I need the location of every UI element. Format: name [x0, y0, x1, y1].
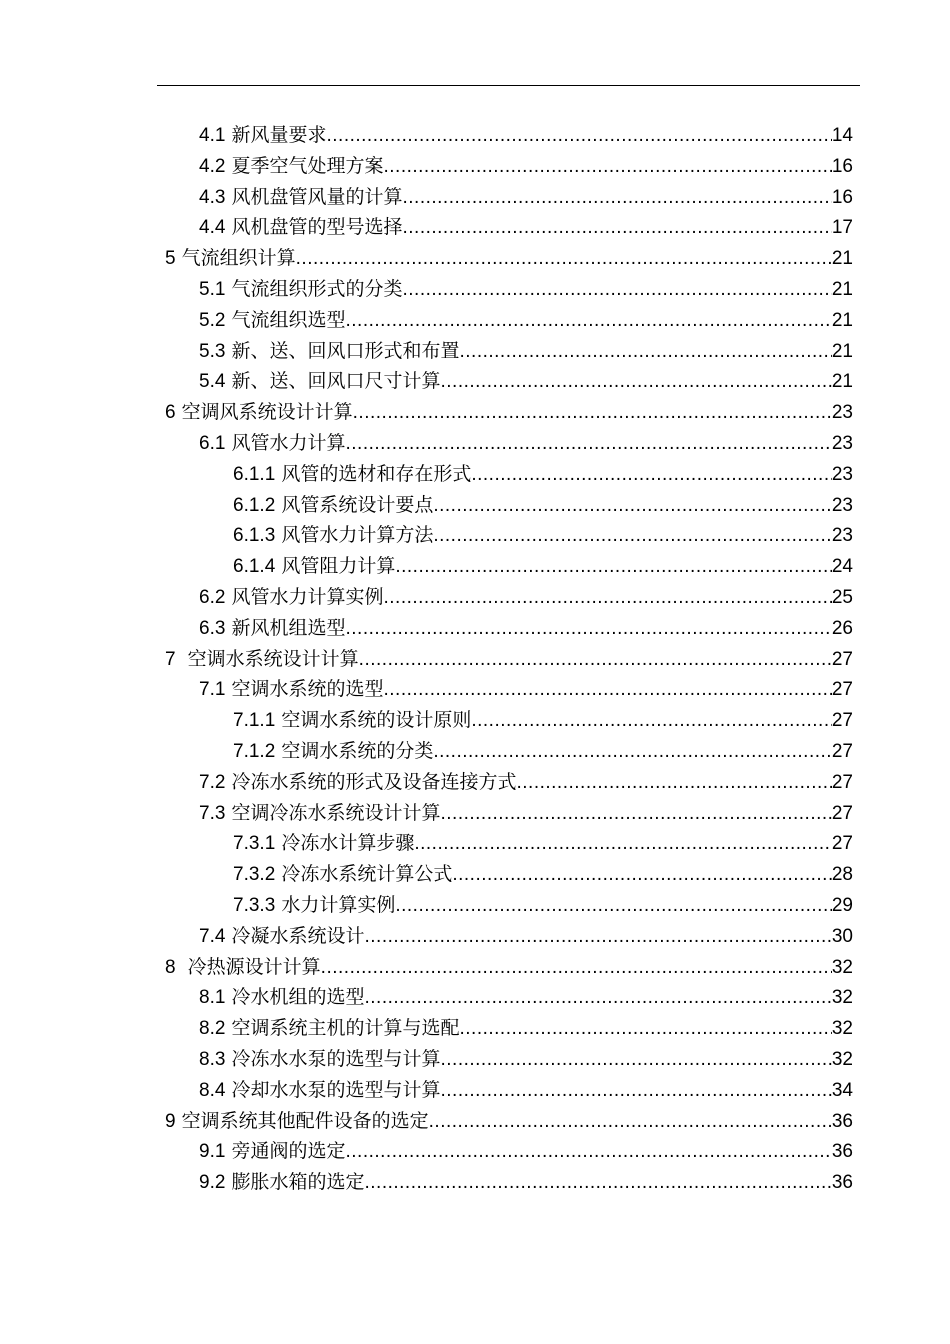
toc-entry-title [199, 366, 440, 398]
toc-entry[interactable] [0, 1044, 950, 1075]
toc-leader-dots [459, 1014, 831, 1045]
toc-leader-dots [433, 521, 832, 552]
toc-entry-number: 8.3 [199, 1048, 226, 1070]
toc-leader-dots [402, 275, 831, 306]
toc-entry-page: 36 [831, 1172, 853, 1194]
toc-entry-title [165, 243, 296, 275]
toc-entry-title [199, 428, 345, 460]
toc-entry-text: 气流组织选型 [231, 308, 346, 331]
toc-entry[interactable] [0, 182, 950, 213]
toc-entry[interactable] [0, 305, 950, 336]
toc-entry-title [165, 397, 353, 429]
toc-entry[interactable] [0, 582, 950, 613]
toc-entry-title [165, 644, 359, 676]
toc-entry-page: 21 [831, 371, 853, 393]
toc-leader-dots [402, 183, 831, 214]
toc-entry-number: 6.2 [199, 586, 226, 608]
toc-entry-text: 旁通阀的选定 [231, 1140, 346, 1163]
toc-leader-dots [395, 891, 832, 922]
toc-entry-page: 23 [831, 402, 853, 424]
toc-entry-page: 27 [831, 833, 853, 855]
toc-entry[interactable] [0, 151, 950, 182]
toc-entry-number: 6.1.4 [233, 556, 276, 578]
toc-entry-text: 冷却水水泵的选型与计算 [231, 1078, 441, 1101]
toc-entry-text: 风管阻力计算 [281, 555, 396, 578]
toc-leader-dots [395, 552, 832, 583]
toc-entry[interactable] [0, 243, 950, 274]
toc-entry[interactable] [0, 428, 950, 459]
toc-entry-number: 6.1.1 [233, 463, 276, 485]
toc-entry-text: 冷冻水水泵的选型与计算 [231, 1047, 441, 1070]
toc-entry-number: 5.3 [199, 340, 226, 362]
toc-entry-number: 7.1.1 [233, 710, 276, 732]
toc-leader-dots [326, 121, 831, 152]
toc-entry-title [199, 305, 345, 337]
toc-entry-text: 膨胀水箱的选定 [231, 1171, 365, 1194]
toc-entry-page: 27 [831, 771, 853, 793]
toc-entry[interactable] [0, 120, 950, 151]
toc-entry-number: 9.1 [199, 1141, 226, 1163]
toc-entry-text: 冷冻水系统的形式及设备连接方式 [231, 770, 517, 793]
toc-entry-page: 23 [831, 463, 853, 485]
toc-entry-text: 风管水力计算 [231, 431, 346, 454]
toc-leader-dots [433, 491, 832, 522]
toc-entry-page: 28 [831, 864, 853, 886]
toc-leader-dots [364, 1168, 831, 1199]
toc-entry-number: 6.3 [199, 617, 226, 639]
toc-leader-dots [433, 737, 832, 768]
toc-entry-title [199, 674, 383, 706]
table-of-contents [0, 120, 950, 1198]
toc-entry-number: 7.3.3 [233, 894, 276, 916]
toc-entry-text: 夏季空气处理方案 [231, 154, 384, 177]
toc-entry-number: 6.1 [199, 432, 226, 454]
toc-entry-number: 7 [165, 648, 176, 670]
toc-entry[interactable] [0, 613, 950, 644]
toc-entry-page: 23 [831, 494, 853, 516]
toc-entry[interactable] [0, 1013, 950, 1044]
toc-entry-title [199, 613, 345, 645]
toc-entry-title [199, 151, 383, 183]
toc-entry[interactable] [0, 459, 950, 490]
toc-entry-page: 17 [831, 217, 853, 239]
toc-leader-dots [459, 337, 831, 368]
toc-entry-page: 21 [831, 248, 853, 270]
toc-entry-title [165, 952, 321, 984]
toc-entry-text: 空调水系统的设计原则 [281, 709, 472, 732]
toc-leader-dots [364, 983, 831, 1014]
toc-entry[interactable] [0, 490, 950, 521]
toc-entry-number: 4.2 [199, 155, 226, 177]
toc-entry-text: 水力计算实例 [281, 893, 396, 916]
toc-entry-number: 8 [165, 956, 176, 978]
toc-entry-title [199, 798, 440, 830]
toc-entry-title [199, 336, 459, 368]
toc-leader-dots [471, 706, 832, 737]
toc-entry-title [199, 212, 402, 244]
toc-entry-page: 24 [831, 556, 853, 578]
toc-leader-dots [516, 768, 831, 799]
toc-entry[interactable] [0, 767, 950, 798]
toc-entry-title [233, 859, 452, 891]
toc-entry-text: 新风量要求 [231, 124, 327, 146]
toc-entry-number: 5.4 [199, 371, 226, 393]
toc-entry-number: 4.4 [199, 217, 226, 239]
toc-entry[interactable] [0, 705, 950, 736]
toc-leader-dots [345, 614, 831, 645]
toc-entry-title [199, 1044, 440, 1076]
toc-entry[interactable] [0, 890, 950, 921]
toc-entry-text: 冷凝水系统设计 [231, 924, 365, 947]
toc-entry-page: 21 [831, 340, 853, 362]
toc-entry-page: 23 [831, 432, 853, 454]
toc-entry-title [199, 1075, 440, 1107]
toc-entry-page: 27 [831, 710, 853, 732]
toc-leader-dots [440, 367, 831, 398]
toc-leader-dots [383, 583, 831, 614]
toc-entry-number: 4.3 [199, 186, 226, 208]
toc-entry-page: 32 [831, 956, 853, 978]
toc-entry-number: 7.3 [199, 802, 226, 824]
toc-entry-number: 9 [165, 1110, 176, 1132]
toc-entry-title [233, 736, 433, 768]
toc-entry-page: 32 [831, 1048, 853, 1070]
toc-entry-page: 30 [831, 925, 853, 947]
toc-entry-title [199, 120, 326, 152]
toc-entry-title [199, 582, 383, 614]
toc-entry[interactable] [0, 828, 950, 859]
toc-entry-text: 空调水系统的分类 [281, 739, 434, 762]
toc-leader-dots [353, 398, 832, 429]
toc-entry-text: 风管的选材和存在形式 [281, 462, 472, 485]
toc-entry-number: 6.1.2 [233, 494, 276, 516]
toc-entry-text: 空调水系统设计计算 [181, 647, 359, 670]
toc-entry-number: 5.2 [199, 309, 226, 331]
toc-entry-page: 21 [831, 309, 853, 331]
toc-entry[interactable] [0, 982, 950, 1013]
toc-entry-text: 新风机组选型 [231, 616, 346, 639]
toc-entry-number: 7.2 [199, 771, 226, 793]
toc-leader-dots [296, 244, 832, 275]
toc-entry-page: 32 [831, 1018, 853, 1040]
toc-entry-page: 29 [831, 894, 853, 916]
toc-entry[interactable] [0, 336, 950, 367]
toc-leader-dots [359, 645, 832, 676]
toc-leader-dots [452, 860, 832, 891]
toc-entry-text: 风管水力计算方法 [281, 524, 434, 547]
toc-entry[interactable] [0, 366, 950, 397]
toc-entry-text: 空调冷冻水系统设计计算 [231, 801, 441, 824]
toc-leader-dots [364, 922, 831, 953]
toc-entry-text: 空调风系统设计计算 [181, 401, 353, 424]
toc-entry[interactable] [0, 1075, 950, 1106]
toc-entry-title [199, 982, 364, 1014]
toc-entry-title [199, 1136, 345, 1168]
toc-entry-text: 冷热源设计计算 [181, 955, 321, 978]
toc-entry-number: 7.3.2 [233, 864, 276, 886]
toc-entry[interactable] [0, 798, 950, 829]
toc-leader-dots [471, 460, 832, 491]
toc-entry-page: 36 [831, 1110, 853, 1132]
toc-leader-dots [429, 1107, 832, 1138]
toc-entry-page: 34 [831, 1079, 853, 1101]
toc-entry-title [233, 551, 395, 583]
toc-entry[interactable] [0, 1136, 950, 1167]
toc-entry-text: 气流组织形式的分类 [231, 277, 403, 300]
toc-entry-number: 9.2 [199, 1172, 226, 1194]
toc-entry-title [233, 890, 395, 922]
toc-entry-page: 21 [831, 278, 853, 300]
toc-entry-page: 25 [831, 586, 853, 608]
toc-entry-title [199, 1013, 459, 1045]
toc-entry[interactable] [0, 520, 950, 551]
toc-leader-dots [345, 306, 831, 337]
toc-entry-title [199, 1167, 364, 1199]
toc-entry-number: 6.1.3 [233, 525, 276, 547]
toc-entry-page: 16 [831, 155, 853, 177]
toc-entry-title [233, 490, 433, 522]
toc-leader-dots [383, 675, 831, 706]
toc-entry[interactable] [0, 952, 950, 983]
toc-leader-dots [440, 1076, 831, 1107]
toc-leader-dots [345, 1137, 831, 1168]
toc-entry-number: 6 [165, 402, 176, 424]
toc-entry[interactable] [0, 644, 950, 675]
toc-entry-page: 27 [831, 802, 853, 824]
toc-entry-number: 7.3.1 [233, 833, 276, 855]
toc-entry-title [199, 921, 364, 953]
toc-leader-dots [414, 829, 832, 860]
toc-entry-title [233, 705, 471, 737]
toc-entry[interactable] [0, 212, 950, 243]
toc-entry-text: 冷冻水计算步骤 [281, 832, 415, 855]
toc-entry-text: 风机盘管的型号选择 [231, 216, 403, 239]
toc-entry-text: 风管系统设计要点 [281, 493, 434, 516]
toc-leader-dots [345, 429, 831, 460]
toc-leader-dots [440, 799, 831, 830]
toc-entry[interactable] [0, 859, 950, 890]
toc-entry[interactable] [0, 274, 950, 305]
toc-entry-text: 气流组织计算 [181, 247, 296, 270]
toc-entry-page: 27 [831, 679, 853, 701]
toc-leader-dots [383, 152, 831, 183]
toc-entry[interactable] [0, 551, 950, 582]
toc-entry[interactable] [0, 397, 950, 428]
toc-entry-page: 27 [831, 648, 853, 670]
toc-entry-page: 27 [831, 740, 853, 762]
toc-entry-number: 7.4 [199, 925, 226, 947]
toc-entry-text: 风管水力计算实例 [231, 585, 384, 608]
toc-entry[interactable] [0, 674, 950, 705]
toc-entry-text: 风机盘管风量的计算 [231, 185, 403, 208]
toc-entry-text: 空调系统其他配件设备的选定 [181, 1109, 429, 1132]
toc-entry-text: 新、送、回风口尺寸计算 [231, 370, 441, 393]
toc-entry-title [233, 828, 414, 860]
toc-entry-text: 空调系统主机的计算与选配 [231, 1017, 460, 1040]
toc-entry-number: 8.4 [199, 1079, 226, 1101]
toc-entry-text: 冷冻水系统计算公式 [281, 863, 453, 886]
toc-entry-title [199, 767, 516, 799]
toc-entry-title [199, 274, 402, 306]
toc-entry-page: 32 [831, 987, 853, 1009]
toc-entry-title [199, 182, 402, 214]
toc-entry-title [233, 459, 471, 491]
toc-entry[interactable] [0, 1106, 950, 1137]
toc-entry-page: 36 [831, 1141, 853, 1163]
toc-entry-text: 空调水系统的选型 [231, 678, 384, 701]
toc-entry-number: 8.2 [199, 1018, 226, 1040]
toc-entry-text: 新、送、回风口形式和布置 [231, 339, 460, 362]
toc-entry-number: 5 [165, 248, 176, 270]
toc-entry-page: 16 [831, 186, 853, 208]
toc-entry-number: 5.1 [199, 278, 226, 300]
toc-leader-dots [402, 213, 831, 244]
toc-entry-number: 8.1 [199, 987, 226, 1009]
toc-leader-dots [321, 953, 832, 984]
toc-entry-page: 14 [831, 125, 853, 146]
toc-entry-number: 4.1 [199, 125, 226, 146]
toc-entry-number: 7.1 [199, 679, 226, 701]
toc-entry[interactable] [0, 1167, 950, 1198]
toc-leader-dots [440, 1045, 831, 1076]
toc-entry[interactable] [0, 736, 950, 767]
toc-entry-number: 7.1.2 [233, 740, 276, 762]
toc-entry-page: 26 [831, 617, 853, 639]
toc-entry[interactable] [0, 921, 950, 952]
toc-entry-page: 23 [831, 525, 853, 547]
toc-entry-title [233, 520, 433, 552]
toc-entry-title [165, 1106, 429, 1138]
toc-entry-text: 冷水机组的选型 [231, 986, 365, 1009]
header-rule [157, 85, 860, 86]
